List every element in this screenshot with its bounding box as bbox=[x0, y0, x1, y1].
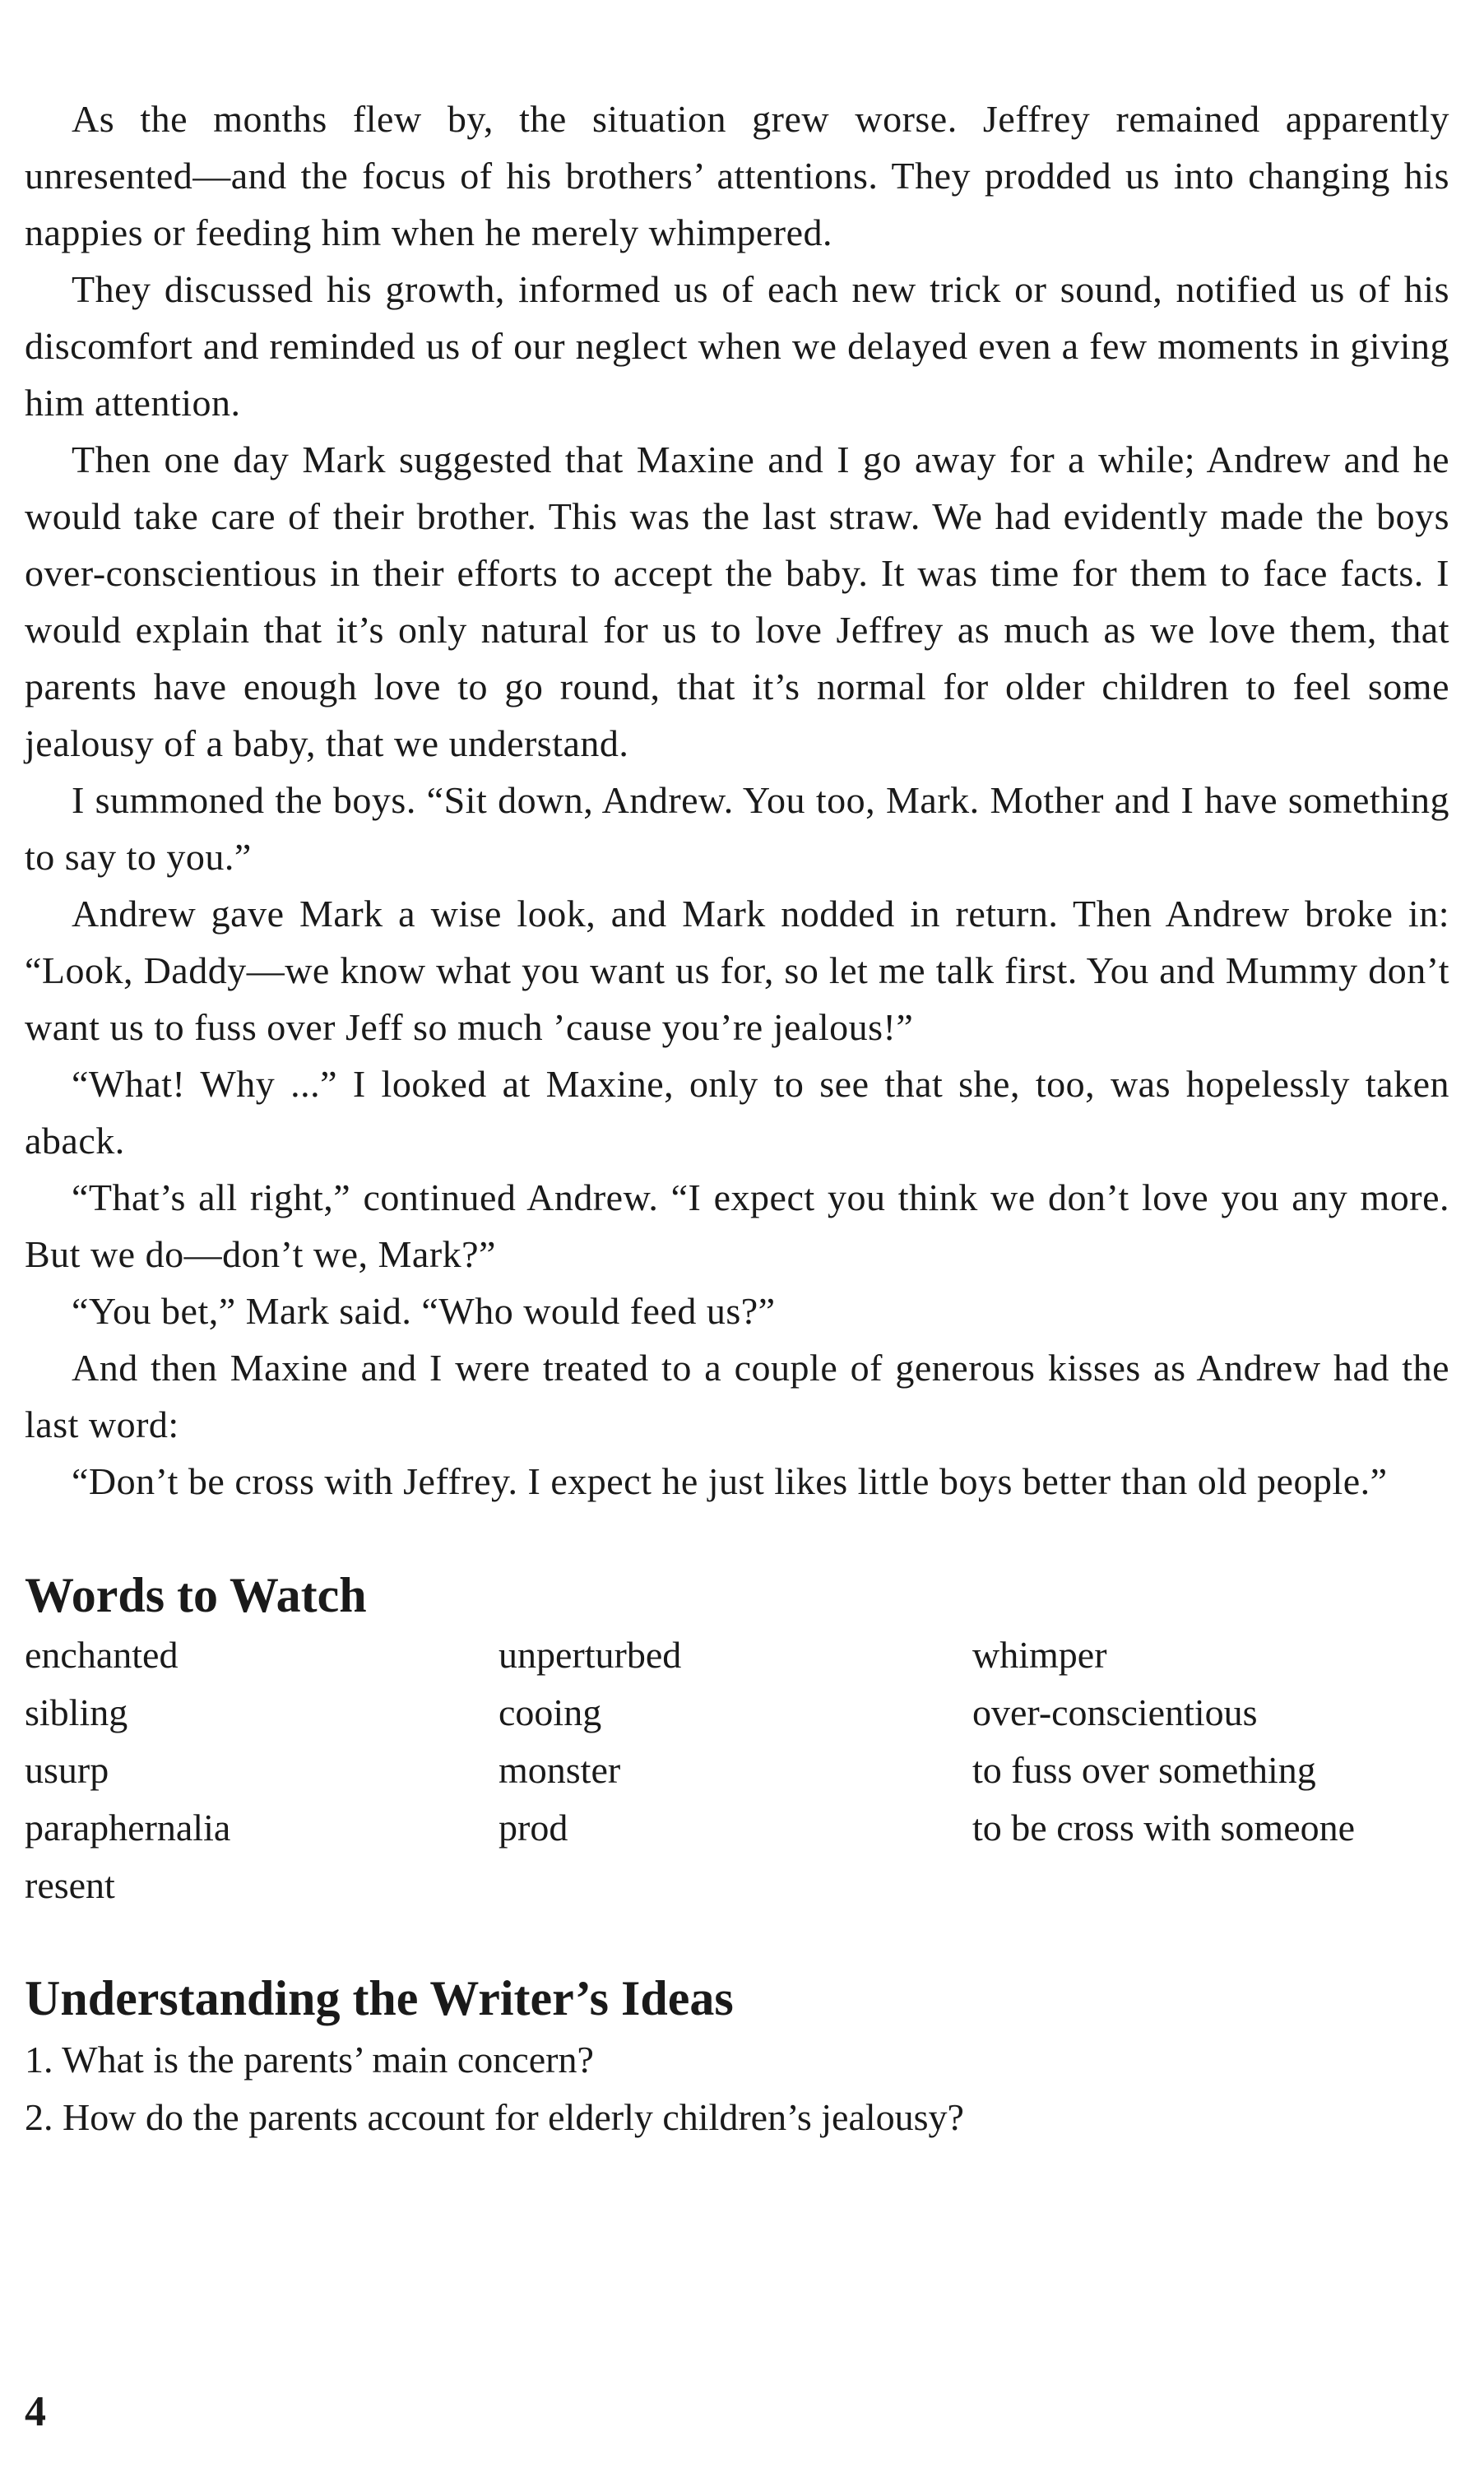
vocab-word: to be cross with someone bbox=[972, 1807, 1356, 1849]
page-number: 4 bbox=[25, 2388, 46, 2435]
question-item: 1. What is the parents’ main concern? bbox=[25, 2039, 594, 2081]
story-text bbox=[25, 90, 1449, 1510]
question-item: 2. How do the parents account for elderly children’s jealousy? bbox=[25, 2096, 964, 2138]
story-paragraph: They discussed his growth, informed us of each new trick or sound, notified us of his discomfort and reminded us of our neglect when we delayed even a few moments in giving him attention. bbox=[25, 268, 1449, 424]
words-column bbox=[25, 1626, 499, 1914]
story-paragraph: “You bet,” Mark said. “Who would feed us?” bbox=[72, 1290, 776, 1332]
story-paragraph: Then one day Mark suggested that Maxine and I go away for a while; Andrew and he would take care of their brother. This was the last straw. We had evidently made the boys over-conscientious in their efforts to accept the baby. It was time for them to face facts. I would explain that it’s only natural for us to love Jeffrey as much as we love them, that parents have enough love to go round, that it’s normal for older children to feel some jealousy of a baby, that we understand. bbox=[25, 438, 1449, 764]
understanding-heading: Understanding the Writer’s Ideas bbox=[25, 1971, 734, 2025]
vocab-word: sibling bbox=[25, 1691, 128, 1733]
question-list bbox=[25, 2031, 1449, 2146]
words-column bbox=[499, 1626, 972, 1914]
vocab-word: prod bbox=[499, 1807, 568, 1849]
story-paragraph: Andrew gave Mark a wise look, and Mark nodded in return. Then Andrew broke in: “Look, Daddy—we know what you want us for, so let me talk first. You and Mummy don’t want us to fuss over Jeff so much ’cause you’re jealous!” bbox=[25, 893, 1449, 1048]
vocab-word: cooing bbox=[499, 1691, 602, 1733]
story-paragraph: I summoned the boys. “Sit down, Andrew. You too, Mark. Mother and I have something to say to you.” bbox=[25, 779, 1449, 878]
vocab-word: paraphernalia bbox=[25, 1807, 231, 1849]
vocab-word: unperturbed bbox=[499, 1634, 682, 1676]
vocab-word: usurp bbox=[25, 1749, 109, 1791]
words-to-watch-heading: Words to Watch bbox=[25, 1568, 367, 1622]
vocab-word: to fuss over something bbox=[972, 1749, 1316, 1791]
vocab-word: resent bbox=[25, 1864, 115, 1906]
words-column bbox=[972, 1626, 1449, 1914]
vocab-word: over-conscientious bbox=[972, 1691, 1258, 1733]
story-paragraph: “Don’t be cross with Jeffrey. I expect he just likes little boys better than old people.” bbox=[72, 1460, 1388, 1502]
vocab-word: monster bbox=[499, 1749, 621, 1791]
page bbox=[25, 90, 1449, 2146]
vocab-word: whimper bbox=[972, 1634, 1107, 1676]
vocab-word: enchanted bbox=[25, 1634, 179, 1676]
story-paragraph: “What! Why ...” I looked at Maxine, only to see that she, too, was hopelessly taken aback. bbox=[25, 1063, 1449, 1162]
story-paragraph: “That’s all right,” continued Andrew. “I expect you think we don’t love you any more. But we do—don’t we, Mark?” bbox=[25, 1176, 1449, 1275]
words-to-watch-list bbox=[25, 1626, 1449, 1914]
story-paragraph: As the months flew by, the situation grew worse. Jeffrey remained apparently unresented—and the focus of his brothers’ attentions. They prodded us into changing his nappies or feeding him when he merely whimpered. bbox=[25, 98, 1449, 253]
story-paragraph: And then Maxine and I were treated to a couple of generous kisses as Andrew had the last word: bbox=[25, 1347, 1449, 1445]
